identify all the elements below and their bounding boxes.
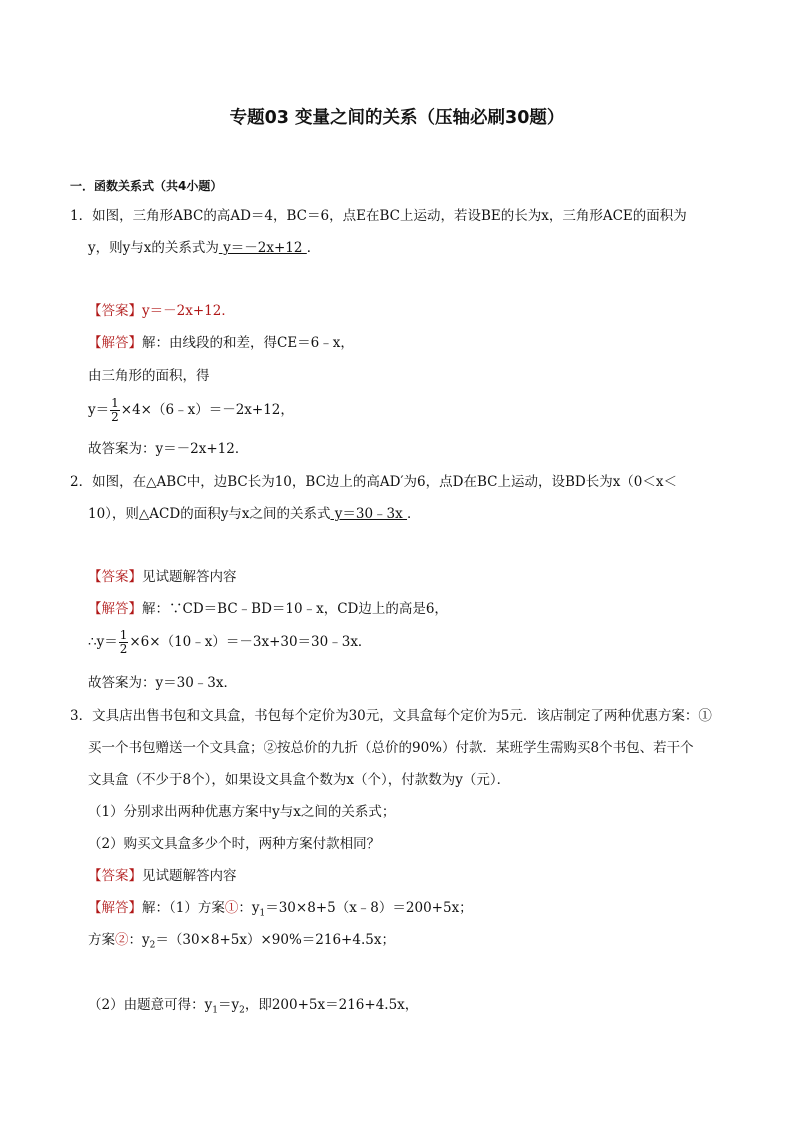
page-title: 专题03 变量之间的关系（压轴必刷30题） [229, 108, 565, 128]
equation-text: ＝30×8+5（x﹣8）＝200+5x； [265, 900, 473, 916]
q3-stem-line3: 文具盒（不少于8个），如果设文具盒个数为x（个），付款数为y（元）． [88, 772, 511, 788]
answer-text: y＝－2x+12． [142, 303, 235, 319]
solution-text: （2）由题意可得：y [88, 997, 213, 1013]
option-marker: ② [115, 932, 129, 948]
fraction-numerator: 1 [119, 628, 128, 642]
q2-stem-text: 10），则△ACD的面积y与x之间的关系式 [88, 506, 331, 522]
subscript: 2 [239, 1005, 245, 1016]
option-marker: ① [224, 900, 239, 916]
q3-stem-line2: 买一个书包赠送一个文具盒；②按总价的九折（总价的90%）付款．某班学生需购买8个书包、若干个 [88, 740, 694, 756]
solution-text: 解：由线段的和差，得CE＝6﹣x， [142, 335, 354, 351]
q2-stem-line1: 2．如图，在△ABC中，边BC长为10，BC边上的高AD′为6，点D在BC上运动，设BD长为x（0＜x＜ [70, 474, 678, 490]
q3-answer [88, 867, 237, 885]
solution-tag: 【解答】 [88, 601, 142, 617]
q1-stem-end: ． [306, 240, 321, 256]
plan-label: 方案 [88, 932, 115, 948]
fraction-denominator: 2 [111, 410, 119, 424]
q1-conclusion: 故答案为：y＝－2x+12． [88, 441, 249, 457]
q1-equation [88, 394, 294, 426]
q2-solution [88, 600, 448, 618]
q1-stem-line2 [88, 239, 320, 257]
eq-rhs: ×4×（6﹣x）＝－2x+12， [120, 402, 294, 418]
q2-stem-end: ． [407, 506, 421, 522]
q1-solution-line: 由三角形的面积，得 [88, 368, 210, 384]
fraction [119, 629, 129, 656]
fraction [110, 397, 120, 424]
fraction-denominator: 2 [119, 642, 128, 656]
solution-tag: 【解答】 [88, 335, 142, 351]
q1-solution [88, 334, 354, 352]
answer-tag: 【答案】 [88, 868, 142, 884]
q1-fill-blank: y＝－2x+12 [218, 240, 307, 256]
eq-rhs: ×6×（10﹣x）＝－3x+30＝30﹣3x． [129, 634, 372, 650]
answer-tag: 【答案】 [88, 569, 142, 585]
q1-stem-text: y，则y与x的关系式为 [88, 240, 219, 256]
answer-tag: 【答案】 [88, 303, 142, 319]
solution-text: 解：（1）方案 [142, 900, 225, 916]
subscript: 1 [259, 908, 266, 919]
subscript: 1 [212, 1005, 218, 1016]
q2-conclusion: 故答案为：y＝30﹣3x． [88, 675, 238, 691]
solution-text: 解：∵CD＝BC﹣BD＝10﹣x，CD边上的高是6， [142, 601, 448, 617]
eq-lhs: y＝ [88, 402, 110, 418]
answer-text: 见试题解答内容 [142, 868, 237, 884]
q3-stem-line1: 3．文具店出售书包和文具盒，书包每个定价为30元，文具盒每个定价为5元．该店制定了两种优惠方案：① [70, 708, 712, 724]
equation-text: ，即200+5x＝216+4.5x， [244, 997, 419, 1013]
fraction-numerator: 1 [111, 396, 119, 410]
q1-answer [88, 302, 235, 320]
q2-stem-line2 [88, 505, 421, 523]
q1-stem-line1: 1．如图，三角形ABC的高AD＝4，BC＝6，点E在BC上运动，若设BE的长为x，三角形ACE的面积为 [70, 208, 687, 224]
q2-fill-blank: y＝30﹣3x [330, 506, 408, 522]
q2-answer [88, 568, 237, 586]
subscript: 2 [149, 940, 156, 951]
variable-y: ：y [128, 932, 150, 948]
equation-text: ＝（30×8+5x）×90%＝216+4.5x； [155, 932, 395, 948]
section-heading: 一．函数关系式（共4小题） [70, 179, 223, 193]
solution-tag: 【解答】 [88, 900, 142, 916]
answer-text: 见试题解答内容 [142, 569, 237, 585]
q3-solution [88, 899, 473, 923]
q2-equation [88, 626, 371, 658]
variable-y: ：y [238, 900, 260, 916]
eq-lhs: ∴y＝ [88, 634, 118, 650]
q3-subquestion-1: （1）分别求出两种优惠方案中y与x之间的关系式； [88, 804, 396, 820]
q3-subquestion-2: （2）购买文具盒多少个时，两种方案付款相同？ [88, 836, 381, 852]
q3-solution-part2 [88, 996, 418, 1020]
q3-solution-plan2 [88, 931, 395, 955]
equation-text: ＝y [217, 997, 240, 1013]
